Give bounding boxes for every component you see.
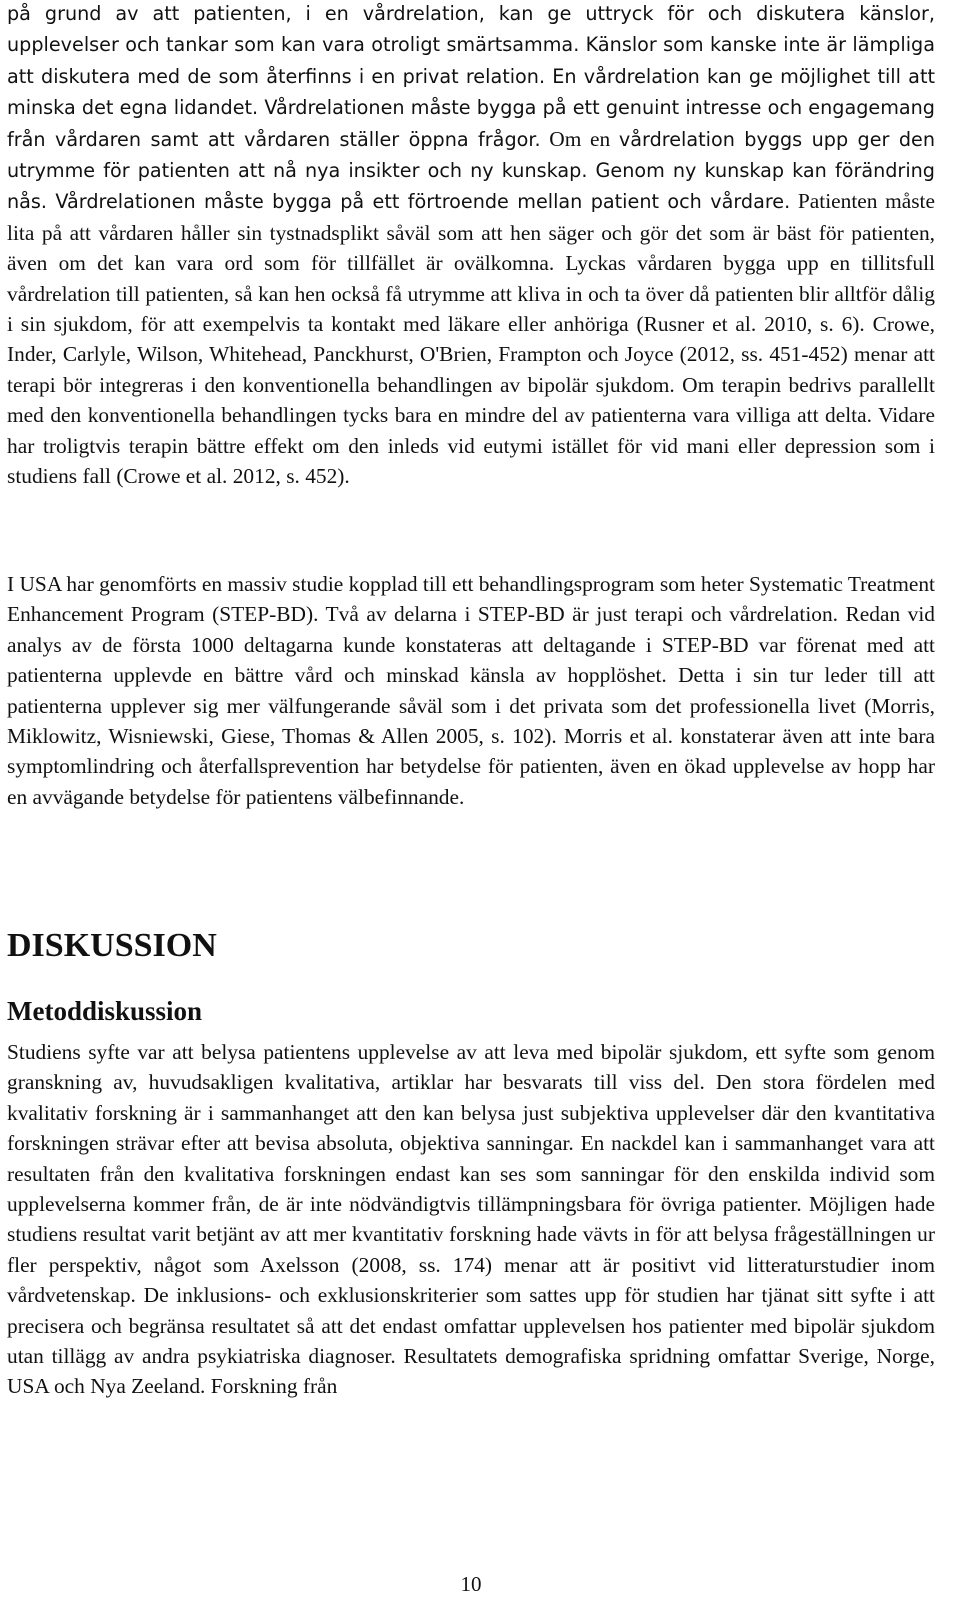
page-number: 10 (460, 1572, 482, 1596)
paragraph-1-serif-segment-2: Patienten måste lita på att vårdaren håller sin tystnadsplikt såväl som att hen säger och gör det som är bäst för patienten, även om det kan vara ord som för tillfället är ovälkomna. Lyckas vårdaren bygga upp en tillitsfull vårdrelation till patienten, så kan hen också få utrymme att kliva in och ta över då patienten blir alltför dålig i sin sjukdom, för att exempelvis ta kontakt med läkare eller anhöriga (Rusner et al. 2010, s. 6). Crowe, Inder, Carlyle, Wilson, Whitehead, Panckhurst, O'Brien, Frampton och Joyce (2012, ss. 451-452) menar att terapi bör integreras i den konventionella behandlingen av bipolär sjukdom. Om terapin bedrivs parallellt med den konventionella behandlingen tycks bara en mindre del av patienterna vara villiga att delta. Vidare har troligtvis terapin bättre effekt om den inleds vid eutymi istället för vid mani eller depression som i studiens fall (Crowe et al. 2012, s. 452). (7, 189, 935, 489)
paragraph-1-sans-segment-1: på grund av att patienten, i en vårdrelation, kan ge uttryck för och diskutera känslor, upplevelser och tankar som kan vara otroligt smärtsamma. Känslor som kanske inte är lämpliga att diskutera med de som återfinns i en privat relation. En vårdrelation kan ge möjlighet till att minska det egna lidandet. Vårdrelationen måste bygga på ett genuint intresse och engagemang från vårdaren samt att vårdaren ställer öppna frågor. (7, 2, 935, 151)
paragraph-1-sans-segment-2: vårdrelation byggs upp ger den utrymme för patienten att nå nya insikter och ny kunskap. Genom ny kunskap kan förändring nås. Vårdrelationen måste bygga på ett förtroende mellan patient och vårdare. (7, 127, 935, 214)
paragraph-1-serif-segment-1: Om en (540, 126, 619, 151)
body-paragraph-2: I USA har genomförts en massiv studie kopplad till ett behandlingsprogram som heter Systematic Treatment Enhancement Program (STEP-BD). Två av delarna i STEP-BD är just terapi och vårdrelation. Redan vid analys av de första 1000 deltagarna kunde konstateras att deltagande i STEP-BD var förenat med att patienterna upplevde en bättre vård och minskad känsla av hopplöshet. Detta i sin tur leder till att patienterna upplever sig mer välfungerande såväl som i det privata som det professionella livet (Morris, Miklowitz, Wisniewski, Giese, Thomas & Allen 2005, s. 102). Morris et al. konstaterar även att inte bara symptomlindring och återfallsprevention har betydelse för patienten, även en ökad upplevelse av hopp har en avvägande betydelse för patientens välbefinnande. (7, 572, 935, 809)
body-paragraph-1 (7, 0, 935, 492)
section-heading: DISKUSSION (7, 927, 217, 964)
body-paragraph-3: Studiens syfte var att belysa patientens upplevelse av att leva med bipolär sjukdom, ett syfte som genom granskning av, huvudsakligen kvalitativa, artiklar har besvarats till viss del. Den stora fördelen med kvalitativ forskning är i sammanhanget att den kan belysa just subjektiva upplevelser där den kvantitativa forskningen strävar efter att bevisa absoluta, objektiva sanningar. En nackdel kan i sammanhanget vara att resultaten från den kvalitativa forskningen endast kan ses som sanningar för den enskilda individ som upplevelserna kommer från, de är inte nödvändigtvis tillämpningsbara för övriga patienter. Möjligen hade studiens resultat varit betjänt av att mer kvantitativ forskning hade vävts in för att belysa frågeställningen ur fler perspektiv, något som Axelsson (2008, ss. 174) menar att är positivt vid litteraturstudier inom vårdvetenskap. De inklusions- och exklusionskriterier som sattes upp för studien har tjänat sitt syfte i att precisera och begränsa resultatet så att det endast omfattar upplevelsen hos patienter med bipolär sjukdom utan tillägg av andra psykiatriska diagnoser. Resultatets demografiska spridning omfattar Sverige, Norge, USA och Nya Zeeland. Forskning från (7, 1040, 935, 1399)
document-page (7, 0, 935, 1610)
subsection-heading: Metoddiskussion (7, 996, 203, 1026)
